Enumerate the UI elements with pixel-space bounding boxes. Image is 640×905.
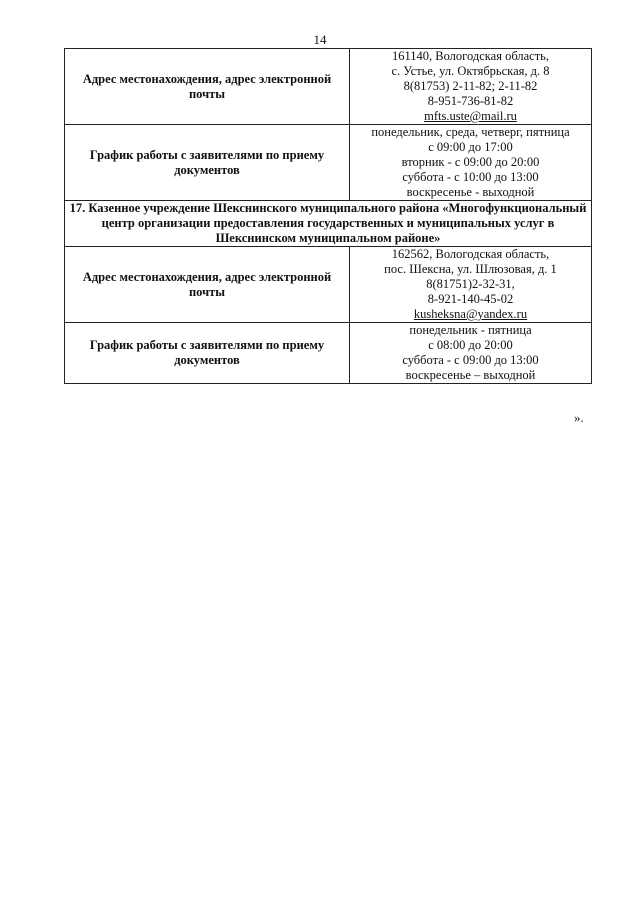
street-address-line: с. Устье, ул. Октябрьская, д. 8 xyxy=(391,64,550,78)
table-row-schedule-sheksna xyxy=(65,323,592,384)
schedule-days-line: понедельник - пятница xyxy=(409,323,532,337)
schedule-hours-line: с 08:00 до 20:00 xyxy=(428,338,513,352)
email-link[interactable]: mfts.uste@mail.ru xyxy=(424,109,517,123)
email-link[interactable]: kusheksna@yandex.ru xyxy=(413,307,528,321)
schedule-label: График работы с заявителями по приему документов xyxy=(65,125,350,201)
schedule-days-line: понедельник, среда, четверг, пятница xyxy=(371,125,570,139)
table-row-address-sheksna xyxy=(65,247,592,323)
schedule-sunday-line: воскресенье - выходной xyxy=(406,185,535,199)
postal-address-line: 162562, Вологодская область, xyxy=(391,247,550,261)
address-value xyxy=(350,247,592,323)
schedule-hours-line: с 09:00 до 17:00 xyxy=(428,140,513,154)
address-label: Адрес местонахождения, адрес электронной почты xyxy=(65,49,350,125)
schedule-label: График работы с заявителями по приему документов xyxy=(65,323,350,384)
section-heading: 17. Казенное учреждение Шекснинского муниципального района «Многофункциональный центр организации предоставления государственных и муниципальных услуг в Шекснинском муниципальном районе» xyxy=(65,201,592,247)
office-info-table xyxy=(64,48,592,384)
address-value xyxy=(350,49,592,125)
schedule-value xyxy=(350,125,592,201)
schedule-tuesday-line: вторник - с 09:00 до 20:00 xyxy=(401,155,540,169)
phone-line: 8(81753) 2-11-82; 2-11-82 xyxy=(403,79,538,93)
closing-quote-mark: ». xyxy=(574,410,584,425)
page-number: 14 xyxy=(313,32,327,47)
schedule-sunday-line: воскресенье – выходной xyxy=(405,368,536,382)
mobile-phone-line: 8-921-140-45-02 xyxy=(427,292,514,306)
phone-line: 8(81751)2-32-31, xyxy=(426,277,515,291)
schedule-saturday-line: суббота - с 10:00 до 13:00 xyxy=(402,170,539,184)
street-address-line: пос. Шексна, ул. Шлюзовая, д. 1 xyxy=(384,262,557,276)
mobile-phone-line: 8-951-736-81-82 xyxy=(427,94,514,108)
table-row-address-ustye xyxy=(65,49,592,125)
table-row-section-heading xyxy=(65,201,592,247)
postal-address-line: 161140, Вологодская область, xyxy=(391,49,550,63)
address-label: Адрес местонахождения, адрес электронной почты xyxy=(65,247,350,323)
schedule-value xyxy=(350,323,592,384)
table-row-schedule-ustye xyxy=(65,125,592,201)
schedule-saturday-line: суббота - с 09:00 до 13:00 xyxy=(402,353,539,367)
